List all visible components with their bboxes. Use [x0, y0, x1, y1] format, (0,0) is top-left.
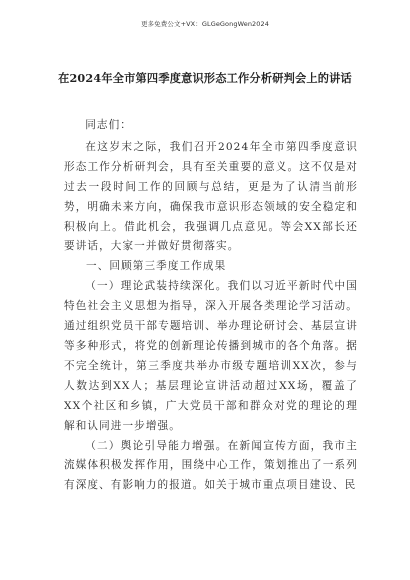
greeting: 同志们： [85, 119, 132, 131]
document-title: 在2024年全市第四季度意识形态工作分析研判会上的讲话 [58, 71, 352, 85]
paragraph-opinion: （二）舆论引导能力增强。在新闻宣传方面，我市主流媒体积极发挥作用，围绕中心工作，策划推出了一系列有深度、有影响力的报道。如关于城市重点项目建设、民 [64, 439, 358, 492]
paragraph-theory: （一）理论武装持续深化。我们以习近平新时代中国特色社会主义思想为指导，深入开展各类理论学习活动。通过组织党员干部专题培训、举办理论研讨会、基层宣讲等多种形式，将党的创新理论传播到城市的各个角落。据不完全统计，第三季度共举办市级专题培训XX次，参与人数达到XX人；基层理论宣讲活动超过XX场，覆盖了XX个社区和乡镇，广大党员干部和群众对党的理论的理解和认同进一步增强。 [64, 280, 358, 432]
paragraph-intro: 在这岁末之际，我们召开2024年全市第四季度意识形态工作分析研判会，具有至关重要的意义。这不仅是对过去一段时间工作的回顾与总结，更是为了认清当前形势，明确未来方向，确保我市意识形态领域的安全稳定和积极向上。借此机会，我强调几点意见。等会XX部长还要讲话，大家一并做好贯彻落实。 [64, 140, 358, 253]
section-heading: 一、回顾第三季度工作成果 [86, 260, 227, 273]
page-header: 更多免费公文+VX：GLGeGongWen2024 [140, 20, 269, 28]
document-body [64, 116, 358, 496]
